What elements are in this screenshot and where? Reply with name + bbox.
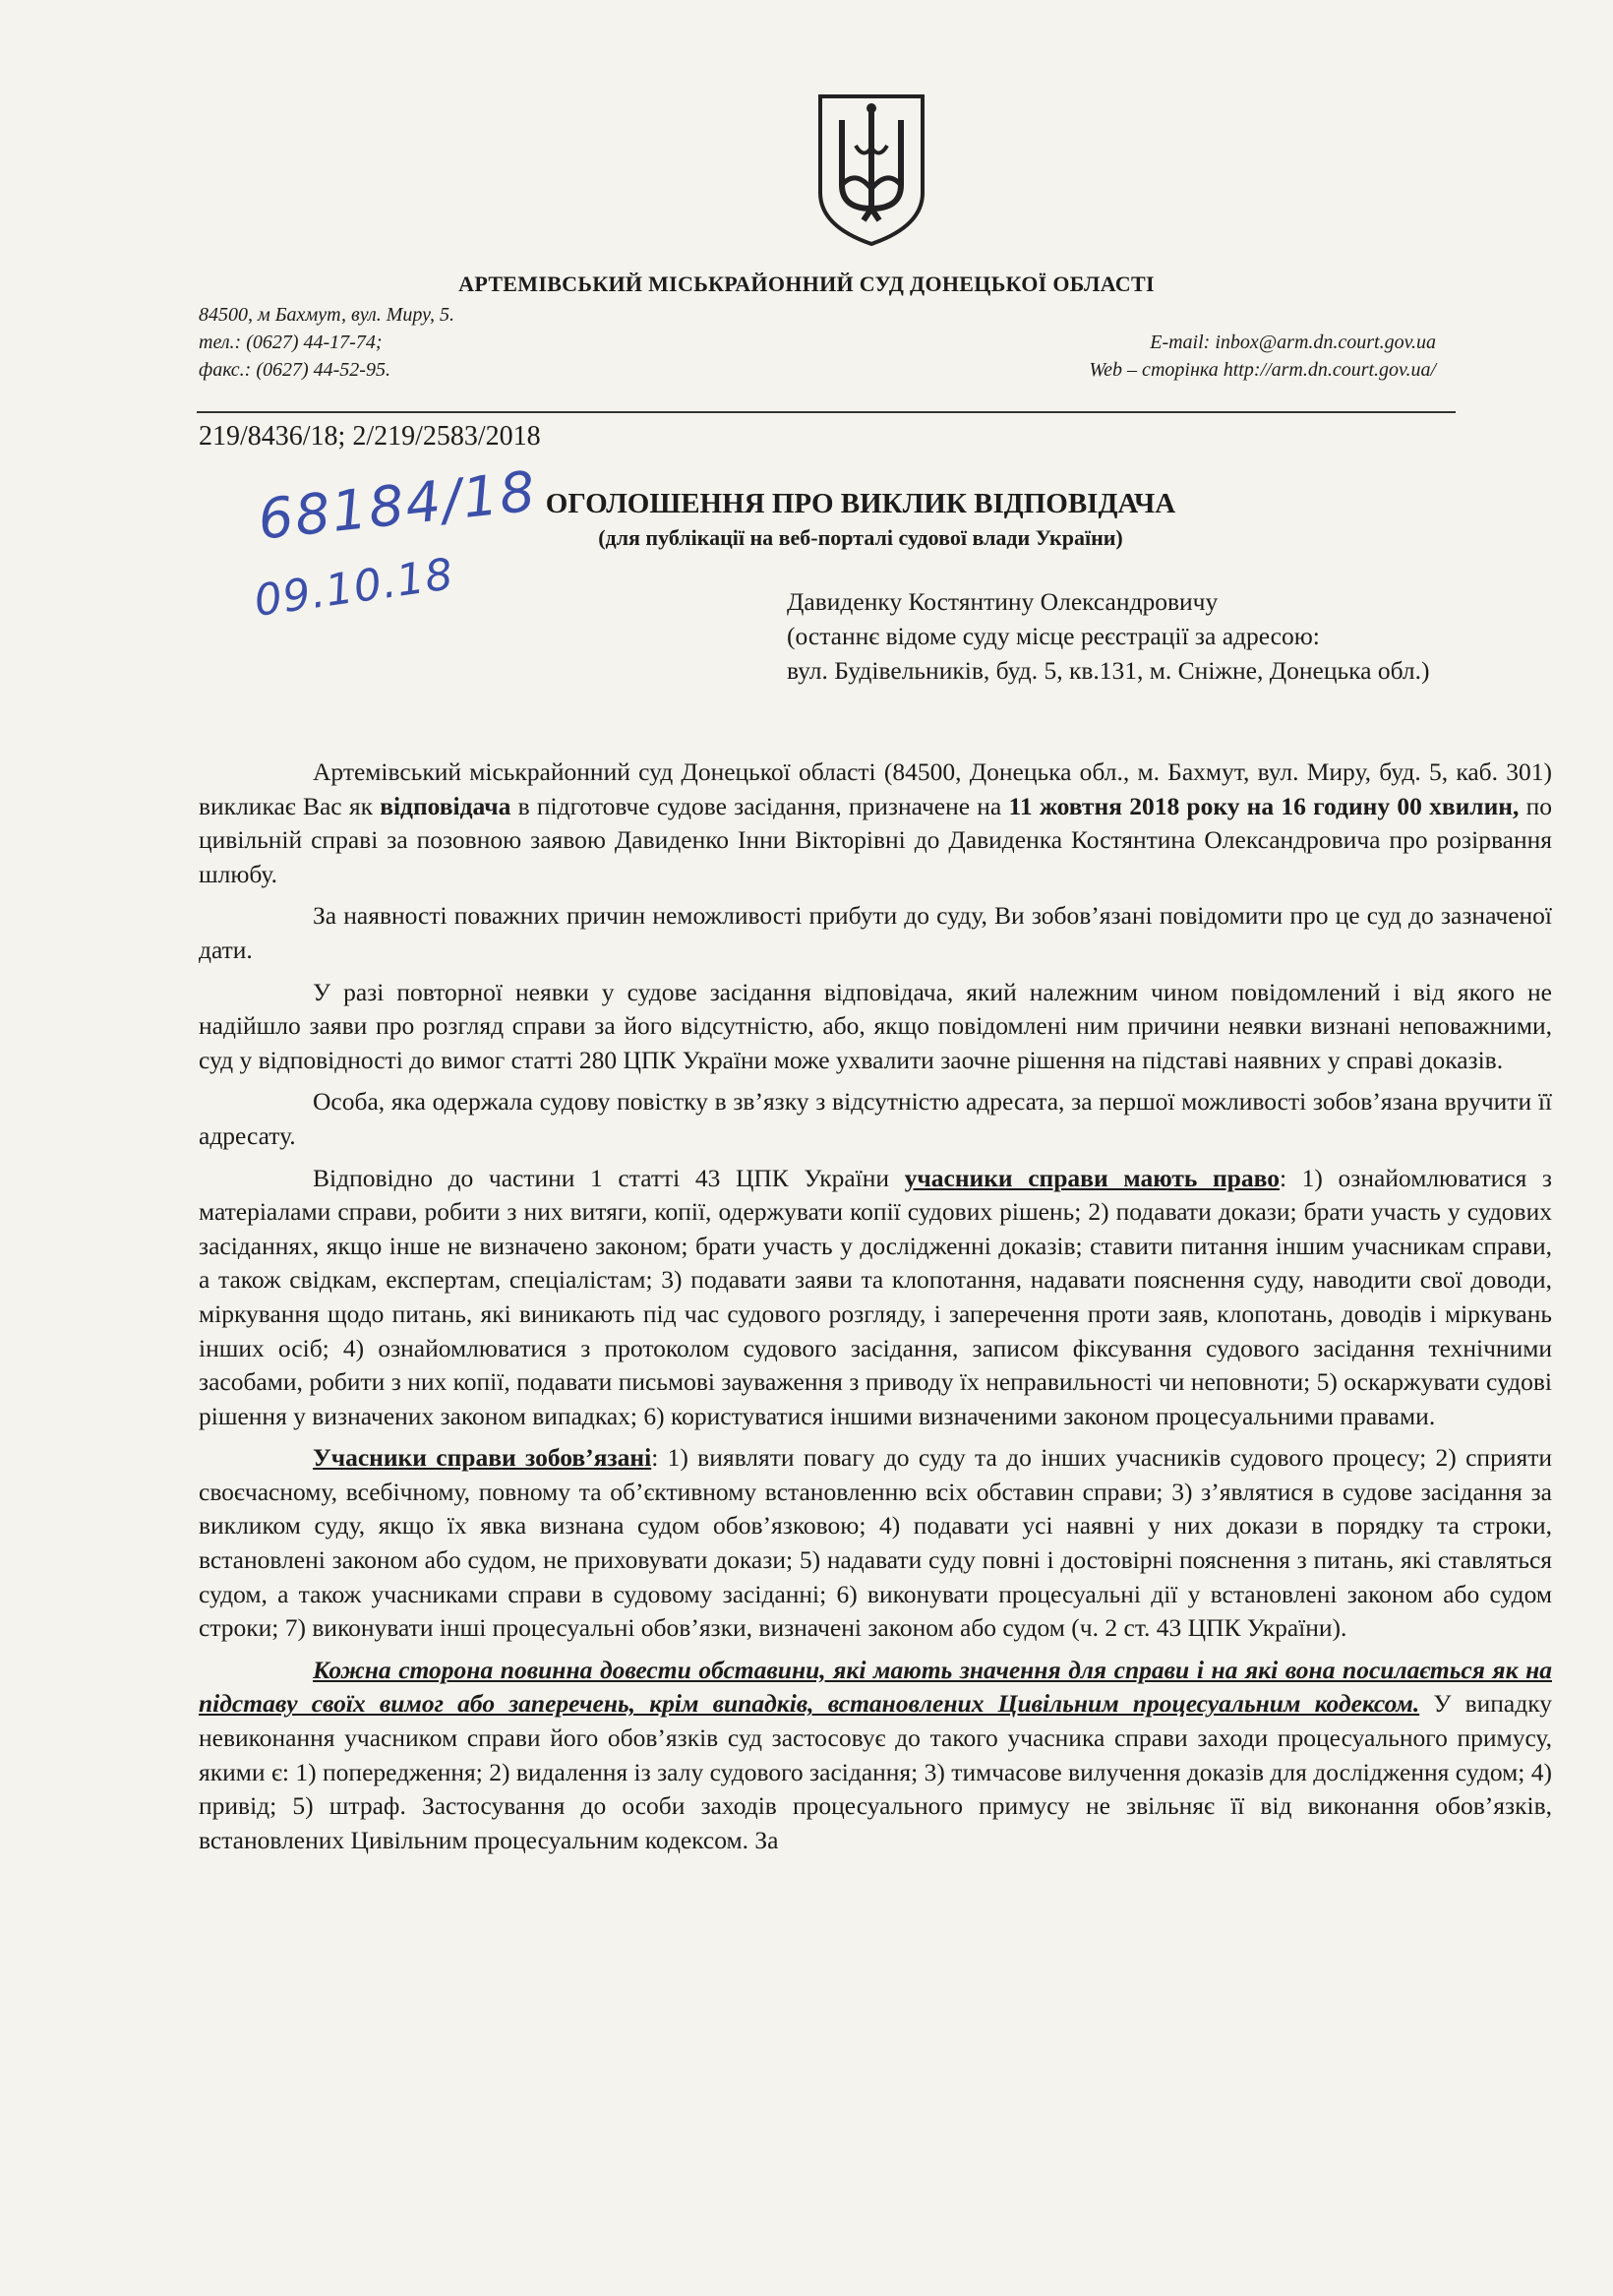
- handwritten-date: 09.10.18: [251, 549, 457, 627]
- header-divider: [197, 411, 1456, 413]
- addressee-address-line: вул. Будівельників, буд. 5, кв.131, м. Сніжне, Донецька обл.): [787, 656, 1430, 685]
- paragraph-valid-reasons: За наявності поважних причин неможливості прибути до суду, Ви зобов’язані повідомити про це суд до зазначеної дати.: [199, 901, 1552, 964]
- court-phone: тел.: (0627) 44-17-74;: [199, 332, 383, 353]
- document-title: ОГОЛОШЕННЯ ПРО ВИКЛИК ВІДПОВІДАЧА: [545, 488, 1176, 519]
- addressee-block: [787, 584, 1515, 688]
- paragraph-participant-duties: Учасники справи зобов’язані: 1) виявляти повагу до суду та до інших учасників судового процесу; 2) сприяти своєчасному, всебічному, повному та об’єктивному встановленню всіх обставин справи; 3) з’являтися в судове засідання за викликом суду, якщо їх явка визнана судом обов’язковою; 4) подавати усі наявні у них докази в порядку та строки, встановлені законом або судом, не приховувати докази; 5) надавати суду повні і достовірні пояснення з питань, які ставляться судом, а також учасниками справи в судовому засіданні; 6) виконувати процесуальні дії у встановлені законом або судом строки; 7) виконувати інші процесуальні обов’язки, визначені законом або судом (ч. 2 ст. 43 ЦПК України).: [199, 1443, 1552, 1643]
- addressee-name: Давиденку Костянтину Олександровичу: [787, 587, 1219, 616]
- court-fax: факс.: (0627) 44-52-95.: [199, 359, 390, 381]
- paragraph-participant-rights: Відповідно до частини 1 статті 43 ЦПК України учасники справи мають право: 1) ознайомлюватися з матеріалами справи, робити з них витяги, копії, одержувати копії судових рішень; 2) подавати докази; брати участь у судових засіданнях, якщо інше не визначено законом; брати участь у дослідженні доказів; ставити питання іншим учасникам справи, а також свідкам, експертам, спеціалістам; 3) подавати заяви та клопотання, надавати пояснення суду, наводити свої доводи, міркування щодо питань, які виникають під час судового розгляду, і заперечення проти заяв, клопотань, доводів і міркувань інших осіб; 4) ознайомлюватися з протоколом судового засідання, записом фіксування судового засідання технічними засобами, робити з них копії, подавати письмові зауваження з приводу їх неправильності чи неповноти; 5) оскаржувати судові рішення у визначених законом випадках; 6) користуватися іншими визначеними законом процесуальними правами.: [199, 1163, 1552, 1430]
- paragraph-burden-of-proof: Кожна сторона повинна довести обставини, які мають значення для справи і на які вона посилається як на підставу своїх вимог або заперечень, крім випадків, встановлених Цивільним процесуальним кодексом. У випадку невиконання учасником справи його обов’язків суд застосовує до такого учасника справи заходи процесуального примусу, якими є: 1) попередження; 2) видалення із залу судового засідання; 3) тимчасове вилучення доказів для дослідження судом; 4) привід; 5) штраф. Застосування до особи заходів процесуального примусу не звільняє її від виконання обов’язків, встановлених Цивільним процесуальним кодексом. За: [199, 1655, 1552, 1854]
- court-address: 84500, м Бахмут, вул. Миру, 5.: [199, 304, 455, 326]
- case-number: 219/8436/18; 2/219/2583/2018: [199, 421, 541, 452]
- paragraph-default-judgment: У разі повторної неявки у судове засідання відповідача, який належним чином повідомлений і від якого не надійшло заяви про розгляд справи за його відсутністю, або, якщо повідомлені ним причини неявки визнані неповажними, суд у відповідності до вимог статті 280 ЦПК України може ухвалити заочне рішення на підставі наявних у справі доказів.: [199, 977, 1552, 1074]
- court-web: Web – сторінка http://arm.dn.court.gov.ua/: [1089, 359, 1436, 381]
- court-contacts: [199, 301, 1436, 384]
- addressee-address-line: (останнє відоме суду місце реєстрації за адресою:: [787, 622, 1320, 650]
- paragraph-summons: Артемівський міськрайонний суд Донецької області (84500, Донецька обл., м. Бахмут, вул. Миру, буд. 5, каб. 301) викликає Вас як відповідача в підготовче судове засідання, призначене на 11 жовтня 2018 року на 16 годину 00 хвилин, по цивільній справі за позовною заявою Давиденко Інни Вікторівні до Давиденка Костянтина Олександровича про розірвання шлюбу.: [199, 757, 1552, 888]
- ukraine-coat-of-arms-icon: [812, 91, 930, 248]
- handwritten-registration-number: 68184/18: [255, 459, 540, 553]
- court-email: E-mail: inbox@arm.dn.court.gov.ua: [1150, 332, 1436, 353]
- paragraph-summons-delivery: Особа, яка одержала судову повістку в зв’язку з відсутністю адресата, за першої можливості зобов’язана вручити її адресату.: [199, 1087, 1552, 1150]
- notice-body: [199, 755, 1552, 1857]
- court-name: АРТЕМІВСЬКИЙ МІСЬКРАЙОННИЙ СУД ДОНЕЦЬКОЇ ОБЛАСТІ: [458, 272, 1155, 296]
- hearing-date: 11 жовтня 2018 року на 16 годину 00 хвилин,: [1008, 791, 1520, 820]
- document-subtitle: (для публікації на веб-порталі судової влади України): [598, 525, 1123, 550]
